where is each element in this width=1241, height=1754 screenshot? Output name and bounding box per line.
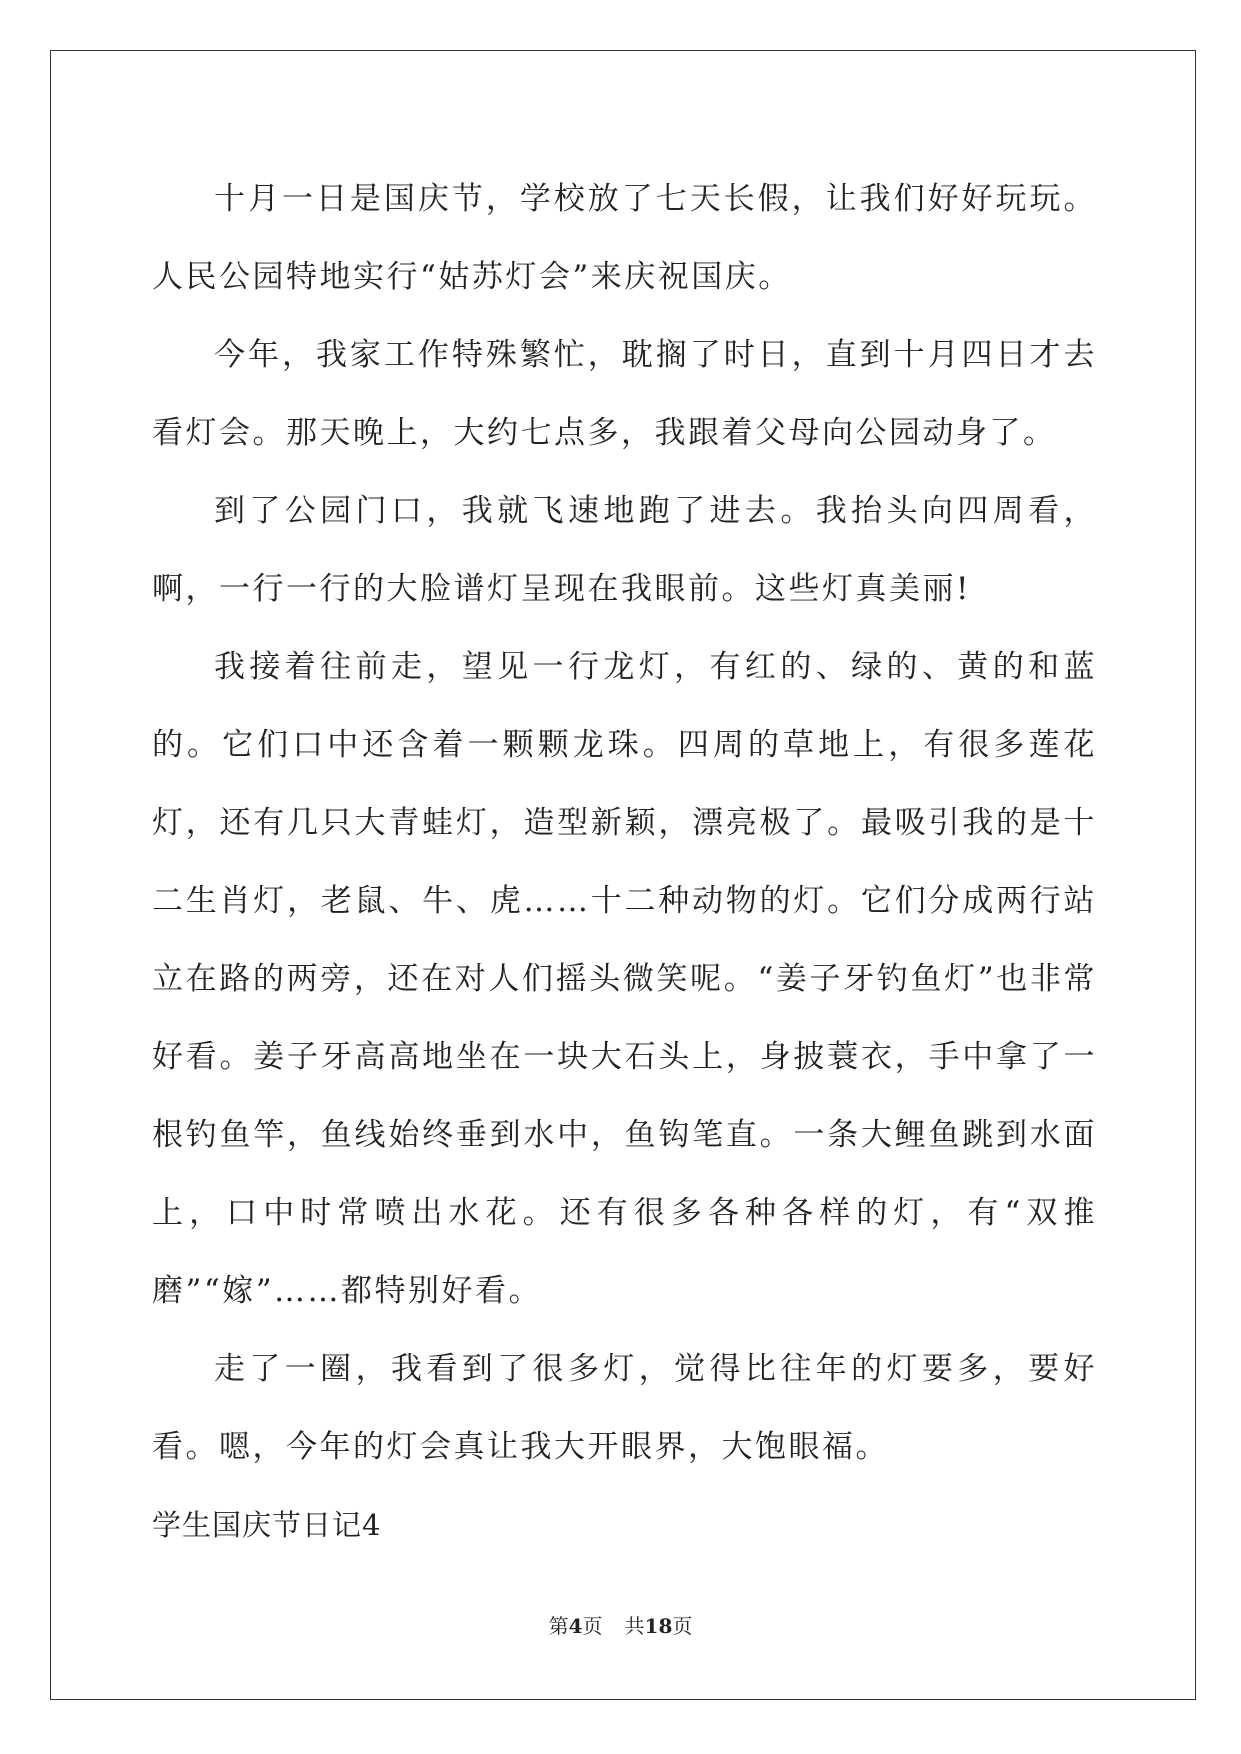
document-body xyxy=(152,160,1097,1564)
page-number: 4 xyxy=(568,1614,583,1638)
paragraph-3: 到了公园门口，我就飞速地跑了进去。我抬头向四周看，啊，一行一行的大脸谱灯呈现在我眼前。这些灯真美丽! xyxy=(152,493,1097,607)
paragraph-4: 我接着往前走，望见一行龙灯，有红的、绿的、黄的和蓝的。它们口中还含着一颗颗龙珠。四周的草地上，有很多莲花灯，还有几只大青蛙灯，造型新颖，漂亮极了。最吸引我的是十二生肖灯，老鼠、牛、虎……十二种动物的灯。它们分成两行站立在路的两旁，还在对人们摇头微笑呢。“姜子牙钓鱼灯”也非常好看。姜子牙高高地坐在一块大石头上，身披蓑衣，手中拿了一根钓鱼竿，鱼线始终垂到水中，鱼钩笔直。一条大鲤鱼跳到水面上，口中时常喷出水花。还有很多各种各样的灯，有“双推磨”“嫁”……都特别好看。 xyxy=(152,649,1097,1309)
total-suffix: 页 xyxy=(672,1614,693,1638)
total-pages: 18 xyxy=(644,1614,673,1638)
paragraph-5: 走了一圈，我看到了很多灯，觉得比往年的灯要多，要好看。嗯，今年的灯会真让我大开眼界，大饱眼福。 xyxy=(152,1351,1097,1465)
section-heading: 学生国庆节日记4 xyxy=(152,1508,382,1542)
page-suffix: 页 xyxy=(582,1614,603,1638)
paragraph-2: 今年，我家工作特殊繁忙，耽搁了时日，直到十月四日才去看灯会。那天晚上，大约七点多，我跟着父母向公园动身了。 xyxy=(152,337,1097,451)
page-footer xyxy=(0,1610,1241,1639)
total-prefix: 共 xyxy=(624,1614,645,1638)
page-prefix: 第 xyxy=(548,1614,569,1638)
paragraph-1: 十月一日是国庆节，学校放了七天长假，让我们好好玩玩。人民公园特地实行“姑苏灯会”来庆祝国庆。 xyxy=(152,181,1097,295)
